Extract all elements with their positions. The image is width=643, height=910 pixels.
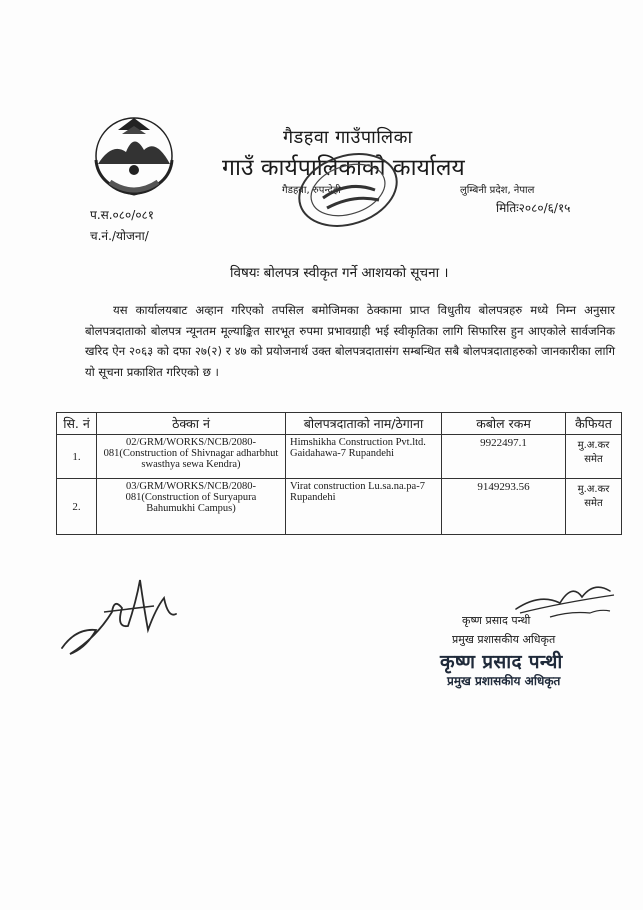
office-title: गाउँ कार्यपालिकाको कार्यालय bbox=[222, 155, 465, 181]
bid-table bbox=[56, 412, 622, 535]
header-sn: सि. नं bbox=[57, 413, 97, 435]
reference-number: प.स.०८०/०८१ bbox=[90, 208, 155, 222]
cell-bidder: Himshikha Construction Pvt.ltd. Gaidahawa-7 Rupandehi bbox=[286, 435, 442, 479]
cell-bidder: Virat construction Lu.sa.na.pa-7 Rupandehi bbox=[286, 479, 442, 535]
table-row bbox=[57, 479, 622, 535]
government-emblem-icon bbox=[88, 112, 180, 198]
signer-title: प्रमुख प्रशासकीय अधिकृत bbox=[452, 633, 556, 646]
header-bidder: बोलपत्रदाताको नाम/ठेगाना bbox=[286, 413, 442, 435]
office-seal-icon bbox=[293, 150, 403, 228]
cell-remark: मु.अ.कर समेत bbox=[566, 435, 622, 479]
table-header-row bbox=[57, 413, 622, 435]
stamp-title: प्रमुख प्रशासकीय अधिकृत bbox=[447, 674, 561, 688]
header-amount: कबोल रकम bbox=[442, 413, 566, 435]
dispatch-number: च.नं./योजना/ bbox=[90, 229, 149, 243]
signer-name: कृष्ण प्रसाद पन्थी bbox=[462, 614, 531, 627]
table-row bbox=[57, 435, 622, 479]
cell-amount: 9149293.56 bbox=[442, 479, 566, 535]
header-contract: ठेक्का नं bbox=[97, 413, 286, 435]
header-remark: कैफियत bbox=[566, 413, 622, 435]
cell-contract: 03/GRM/WORKS/NCB/2080-081(Construction of Suryapura Bahumukhi Campus) bbox=[97, 479, 286, 535]
cell-sn: 1. bbox=[57, 435, 97, 479]
cell-contract: 02/GRM/WORKS/NCB/2080-081(Construction of Shivnagar adharbhut swasthya sewa Kendra) bbox=[97, 435, 286, 479]
office-address: गैडहवा, रुपन्देही bbox=[282, 185, 341, 196]
cell-remark: मु.अ.कर समेत bbox=[566, 479, 622, 535]
province-label: लुम्बिनी प्रदेश, नेपाल bbox=[460, 185, 535, 196]
stamp-name: कृष्ण प्रसाद पन्थी bbox=[440, 651, 563, 673]
cell-sn: 2. bbox=[57, 479, 97, 535]
cell-amount: 9922497.1 bbox=[442, 435, 566, 479]
subject-line: विषयः बोलपत्र स्वीकृत गर्ने आशयको सूचना । bbox=[230, 265, 449, 281]
signature-left-icon bbox=[56, 568, 196, 668]
date-label: मितिः२०८०/६/१५ bbox=[496, 201, 571, 215]
office-name: गैडहवा गाउँपालिका bbox=[283, 127, 413, 148]
body-paragraph: यस कार्यालयबाट अव्हान गरिएको तपसिल बमोजिमका ठेक्कामा प्राप्त विधुतीय बोलपत्रहरु मध्ये निम्न अनुसार बोलपत्रदाताको बोलपत्र न्यूनतम मूल्याङ्कित सारभूत रुपमा प्रभावग्राही भई स्वीकृतिका लागि सिफारिस हुन आएकोले सार्वजनिक खरिद ऐन २०६३ को दफा २७(२) र ४७ को प्रयोजनार्थ उक्त बोलपत्रदातासंग सम्बन्धित सबै बोलपत्रदाताहरुको जानकारीका लागि यो सूचना प्रकाशित गरिएको छ । bbox=[85, 303, 615, 379]
